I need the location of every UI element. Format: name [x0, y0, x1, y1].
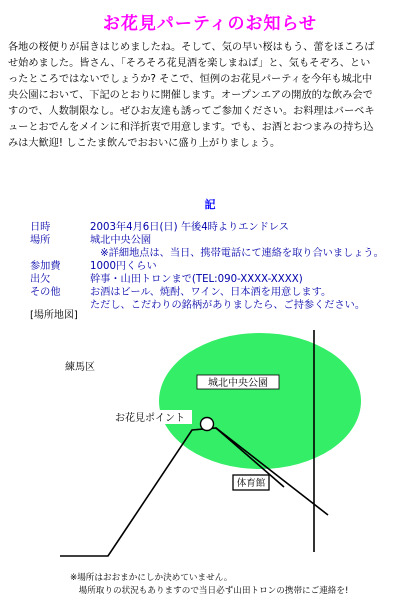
intro-line: みは大歓迎! しこたま飲んでおおいに盛り上がりましょう。 — [8, 138, 281, 149]
intro-line: ったところではないでしょうか? そこで、恒例のお花見パーティを今年も城北中 — [8, 74, 373, 85]
intro-line: 央公園において、下記のとおりに開催します。オープンエアの開放的な飲み会で — [8, 90, 373, 101]
detail-value: お酒はビール、焼酎、ワイン、日本酒を用意します。 — [90, 287, 332, 298]
hanami-spot-marker — [201, 418, 214, 431]
intro-paragraph — [8, 40, 412, 152]
detail-label: 出欠 — [30, 274, 51, 285]
park-area — [159, 333, 361, 469]
detail-value: 1000円くらい — [90, 261, 157, 272]
footer-note — [70, 572, 348, 598]
intro-line: 各地の桜便りが届きはじめましたね。そして、気の早い桜はもう、蕾をほころば — [8, 42, 375, 53]
footer-line: 場所取りの状況もありますので当日必ず山田トロンの携帯にご連絡を! — [70, 586, 349, 596]
spot-label: お花見ポイント — [115, 413, 185, 424]
gym-label: 体育館 — [236, 478, 266, 489]
detail-value: 城北中央公園 — [90, 235, 152, 246]
intro-line: すので、人数制限なし。ぜひお友達も誘ってご参加ください。お料理はバーベキ — [8, 106, 375, 117]
detail-value: 2003年4月6日(日) 午後4時よりエンドレス — [90, 222, 289, 233]
page-title: お花見パーティのお知らせ — [102, 14, 318, 34]
ki-heading: 記 — [204, 198, 216, 211]
detail-label: 参加費 — [30, 261, 61, 272]
map-section-label: [場所地図] — [30, 310, 78, 321]
ward-label: 練馬区 — [65, 362, 95, 373]
footer-line: ※場所はおおまかにしか決めていません。 — [70, 573, 233, 583]
detail-value: ※詳細地点は、当日、携帯電話にて連絡を取り合いましょう。 — [90, 248, 384, 259]
detail-value: 幹事・山田トロンまで(TEL:090-XXXX-XXXX) — [90, 274, 303, 285]
detail-label: その他 — [30, 287, 61, 298]
intro-line: ューとおでんをメインに和洋折衷で用意します。でも、お酒とおつまみの持ち込 — [8, 122, 374, 133]
detail-label: 場所 — [30, 235, 51, 246]
location-map — [0, 320, 420, 570]
park-label: 城北中央公園 — [208, 378, 268, 389]
detail-value: ただし、こだわりの銘柄がありましたら、ご持参ください。 — [90, 300, 366, 311]
detail-label: 日時 — [30, 222, 51, 233]
intro-line: せ始めました。皆さん、「そろそろ花見酒を楽しまねば」と、気もそぞろ、とい — [8, 58, 371, 69]
